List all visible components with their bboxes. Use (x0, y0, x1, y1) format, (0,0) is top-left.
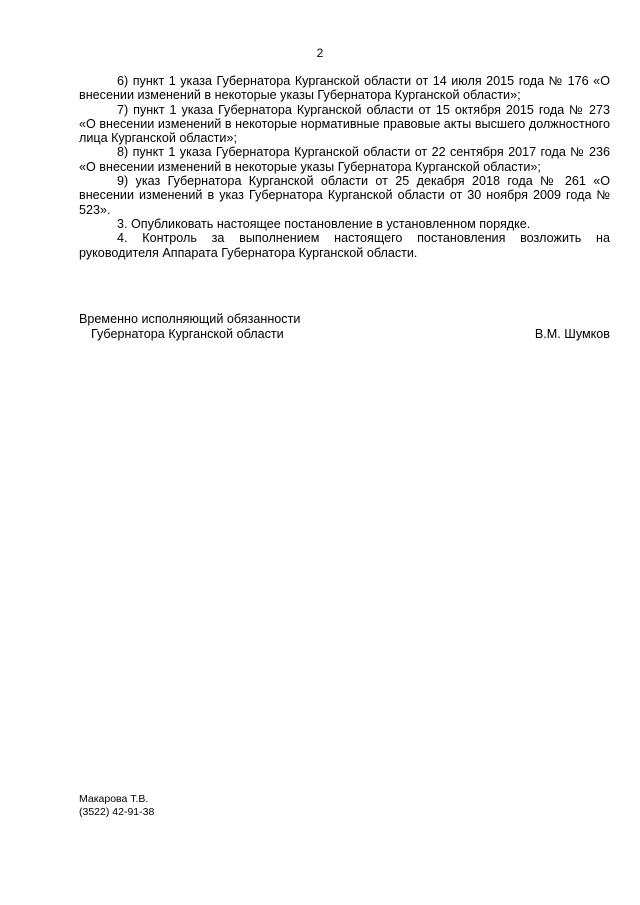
paragraph-clause-3: 3. Опубликовать настоящее постановление в установленном порядке. (117, 216, 531, 231)
paragraph-item-7: 7) пункт 1 указа Губернатора Курганской области от 15 октября 2015 года № 273 «О внесении изменений в некоторые нормативные правовые акты высшего должностного лица Курганской области»; (79, 102, 610, 146)
executor-block (79, 793, 154, 819)
signatory-row (79, 327, 610, 342)
executor-name: Макарова Т.В. (79, 793, 149, 805)
executor-phone: (3522) 42-91-38 (79, 806, 155, 818)
signature-block (79, 312, 610, 342)
paragraph-item-9: 9) указ Губернатора Курганской области от 25 декабря 2018 года № 261 «О внесении изменений в указ Губернатора Курганской области от 30 ноября 2009 года № 523». (79, 174, 610, 217)
signatory-title-line2: Губернатора Курганской области (91, 327, 284, 341)
page-number: 2 (316, 46, 324, 60)
paragraph-item-8: 8) пункт 1 указа Губернатора Курганской области от 22 сентября 2017 года № 236 «О внесении изменений в некоторые указы Губернатора Курганской области»; (79, 145, 610, 174)
signatory-name: В.М. Шумков (534, 327, 610, 341)
paragraph-clause-4: 4. Контроль за выполнением настоящего постановления возложить на руководителя Аппарата Губернатора Курганской области. (79, 231, 610, 260)
document-body (79, 74, 610, 260)
signatory-title-line1: Временно исполняющий обязанности (79, 312, 301, 326)
paragraph-item-6: 6) пункт 1 указа Губернатора Курганской области от 14 июля 2015 года № 176 «О внесении изменений в некоторые указы Губернатора Курганской области»; (79, 74, 610, 103)
